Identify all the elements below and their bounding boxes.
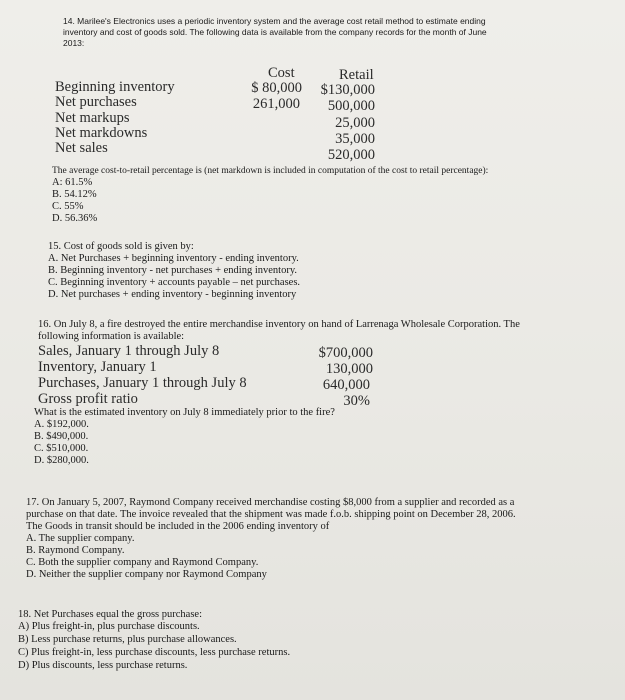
q15-option-c: C. Beginning inventory + accounts payable – net purchases. <box>48 277 301 288</box>
row-cost: 261,000 <box>252 96 300 112</box>
q17-line3: The Goods in transit should be included in the 2006 ending inventory of <box>26 521 330 532</box>
q16-option-d: D. $280,000. <box>34 455 89 466</box>
q17-option-a: A. The supplier company. <box>26 533 135 544</box>
row-retail: 500,000 <box>327 98 375 114</box>
row-value: 640,000 <box>322 377 370 393</box>
q14-option-a: A: 61.5% <box>52 177 93 188</box>
q14-option-d: D. 56.36% <box>52 213 98 224</box>
row-retail: 25,000 <box>335 115 375 131</box>
row-label: Net purchases <box>55 94 137 110</box>
q14-lead: 14. Marilee's Electronics uses a periodic inventory system and the average cost retail method to estimate ending <box>63 16 486 26</box>
q16-option-a: A. $192,000. <box>34 419 89 430</box>
q14-line3: 2013: <box>63 38 85 48</box>
row-label: Sales, January 1 through July 8 <box>38 343 220 359</box>
row-retail: $130,000 <box>320 82 375 98</box>
q15-option-a: A. Net Purchases + beginning inventory - ending inventory. <box>48 253 299 264</box>
q14-line2: inventory and cost of goods sold. The following data is available from the company records for the month of June <box>63 27 487 37</box>
row-value: 130,000 <box>325 361 373 377</box>
q16-line1: 16. On July 8, a fire destroyed the entire merchandise inventory on hand of Larrenaga Wholesale Corporation. The <box>38 319 520 330</box>
q17-line1: 17. On January 5, 2007, Raymond Company received merchandise costing $8,000 from a supplier and recorded as a <box>26 497 515 508</box>
row-label: Purchases, January 1 through July 8 <box>38 375 247 391</box>
q18-question: 18. Net Purchases equal the gross purchase: <box>18 609 202 620</box>
row-label: Gross profit ratio <box>38 391 138 407</box>
col-header-cost: Cost <box>268 65 295 81</box>
q15-option-d: D. Net purchases + ending inventory - beginning inventory <box>48 289 297 300</box>
q17-option-c: C. Both the supplier company and Raymond Company. <box>26 557 259 568</box>
q15-question: 15. Cost of goods sold is given by: <box>48 241 194 252</box>
row-label: Beginning inventory <box>55 79 175 95</box>
row-retail: 35,000 <box>335 131 375 147</box>
q17-option-b: B. Raymond Company. <box>26 545 125 556</box>
row-label: Net sales <box>55 140 108 156</box>
q18-option-c: C) Plus freight-in, less purchase discounts, less purchase returns. <box>18 647 291 658</box>
col-header-retail: Retail <box>339 67 374 83</box>
q18-option-a: A) Plus freight-in, plus purchase discounts. <box>18 621 200 632</box>
q17-option-d: D. Neither the supplier company nor Raymond Company <box>26 569 267 580</box>
q16-option-b: B. $490,000. <box>34 431 89 442</box>
row-label: Net markdowns <box>55 125 148 141</box>
row-label: Inventory, January 1 <box>38 359 157 375</box>
row-label: Net markups <box>55 110 130 126</box>
q14-option-b: B. 54.12% <box>52 189 97 200</box>
q15-option-b: B. Beginning inventory - net purchases + ending inventory. <box>48 265 298 276</box>
row-retail: 520,000 <box>327 147 375 163</box>
q16-option-c: C. $510,000. <box>34 443 89 454</box>
q18-option-d: D) Plus discounts, less purchase returns. <box>18 660 188 671</box>
q17-line2: purchase on that date. The invoice revealed that the shipment was made f.o.b. shipping point on December 28, 2006. <box>26 509 516 520</box>
q18-option-b: B) Less purchase returns, plus purchase allowances. <box>18 634 237 645</box>
row-value: 30% <box>343 393 370 409</box>
row-value: $700,000 <box>318 345 373 361</box>
q16-line2: following information is available: <box>38 331 185 342</box>
q16-question: What is the estimated inventory on July 8 immediately prior to the fire? <box>34 407 335 418</box>
row-cost: $ 80,000 <box>251 80 302 96</box>
q14-option-c: C. 55% <box>52 201 84 212</box>
q14-question: The average cost-to-retail percentage is (net markdown is included in computation of the cost to retail percentage): <box>52 166 489 176</box>
